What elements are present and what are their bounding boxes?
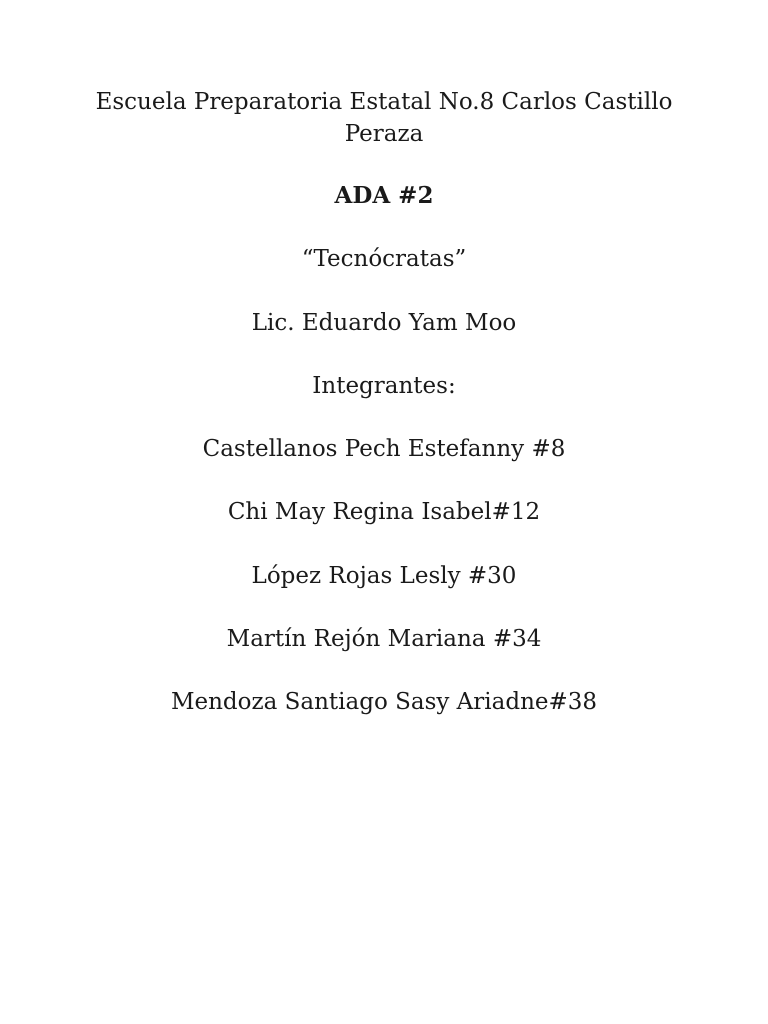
assignment-title: ADA #2	[334, 182, 434, 209]
member-item: López Rojas Lesly #30	[251, 563, 517, 589]
members-heading: Integrantes:	[312, 373, 456, 399]
member-item: Chi May Regina Isabel#12	[227, 499, 541, 525]
member-item: Martín Rejón Mariana #34	[226, 626, 542, 652]
member-item: Mendoza Santiago Sasy Ariadne#38	[170, 689, 598, 715]
team-name: “Tecnócratas”	[301, 246, 467, 272]
member-item: Castellanos Pech Estefanny #8	[202, 436, 566, 462]
teacher-name: Lic. Eduardo Yam Moo	[251, 310, 517, 336]
school-name: Escuela Preparatoria Estatal No.8 Carlos Castillo Peraza	[95, 89, 673, 147]
